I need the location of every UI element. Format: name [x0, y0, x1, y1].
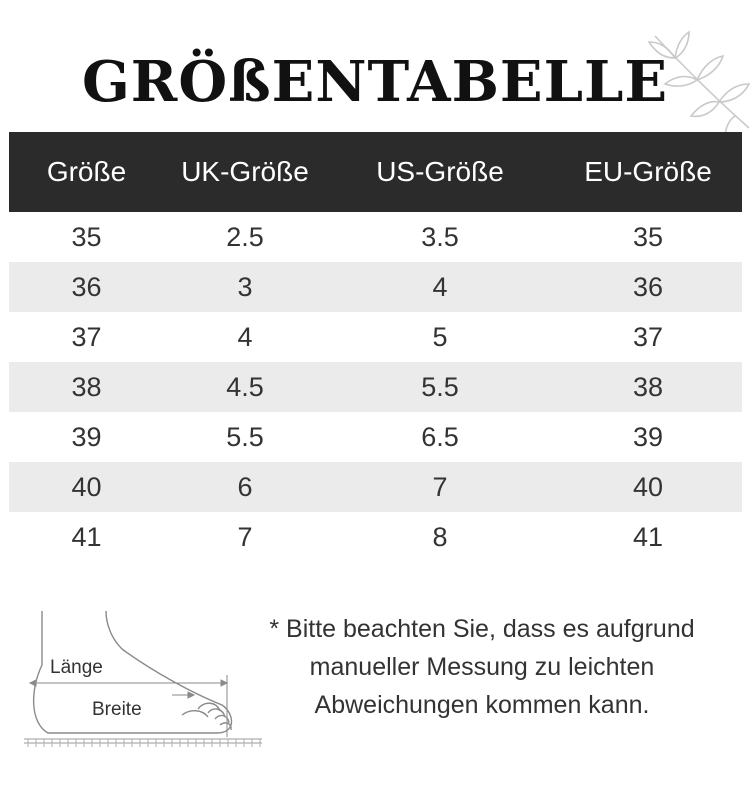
size-table	[9, 132, 742, 562]
table-cell: 3.5	[421, 221, 459, 252]
table-cell: 40	[9, 462, 164, 512]
leaf-branch-icon	[645, 28, 750, 138]
column-header: US-Größe	[326, 132, 554, 212]
table-cell: 38	[554, 362, 742, 412]
foot-measurement-diagram	[22, 605, 267, 750]
table-cell: 38	[9, 362, 164, 412]
table-cell: 35	[632, 221, 664, 252]
table-cell: 4	[326, 262, 554, 312]
table-cell: 37	[71, 321, 102, 352]
length-label: Länge	[50, 657, 103, 678]
table-cell: 7	[237, 521, 253, 552]
table-cell: 41	[632, 521, 664, 552]
table-cell: 4	[237, 321, 253, 352]
note-line: Abweichungen kommen kann.	[314, 691, 650, 719]
table-header-row	[9, 132, 742, 212]
table-cell: 3	[164, 262, 326, 312]
table-cell: 2.5	[226, 221, 264, 252]
table-cell: 37	[632, 321, 664, 352]
table-cell: 4.5	[164, 362, 326, 412]
table-cell: 5.5	[226, 421, 264, 452]
table-cell: 40	[554, 462, 742, 512]
table-cell: 36	[9, 262, 164, 312]
note-line: * Bitte beachten Sie, dass es aufgrund	[269, 615, 695, 643]
table-cell: 5.5	[326, 362, 554, 412]
table-cell: 8	[432, 521, 448, 552]
column-header: Größe	[9, 132, 164, 212]
table-cell: 7	[326, 462, 554, 512]
table-cell: 41	[71, 521, 102, 552]
table-row	[9, 262, 742, 312]
table-cell: 6.5	[421, 421, 459, 452]
table-cell: 39	[632, 421, 664, 452]
measurement-note	[232, 610, 732, 724]
column-header: UK-Größe	[164, 132, 326, 212]
table-row	[9, 212, 742, 262]
table-row	[9, 462, 742, 512]
table-cell: 5	[432, 321, 448, 352]
table-cell: 35	[71, 221, 102, 252]
page-title: GRÖßENTABELLE	[81, 49, 669, 115]
table-row	[9, 512, 742, 562]
table-cell: 6	[164, 462, 326, 512]
note-line: manueller Messung zu leichten	[309, 653, 655, 681]
column-header: EU-Größe	[554, 132, 742, 212]
table-row	[9, 312, 742, 362]
width-label: Breite	[92, 699, 142, 720]
table-cell: 39	[71, 421, 102, 452]
table-row	[9, 362, 742, 412]
table-row	[9, 412, 742, 462]
table-cell: 36	[554, 262, 742, 312]
